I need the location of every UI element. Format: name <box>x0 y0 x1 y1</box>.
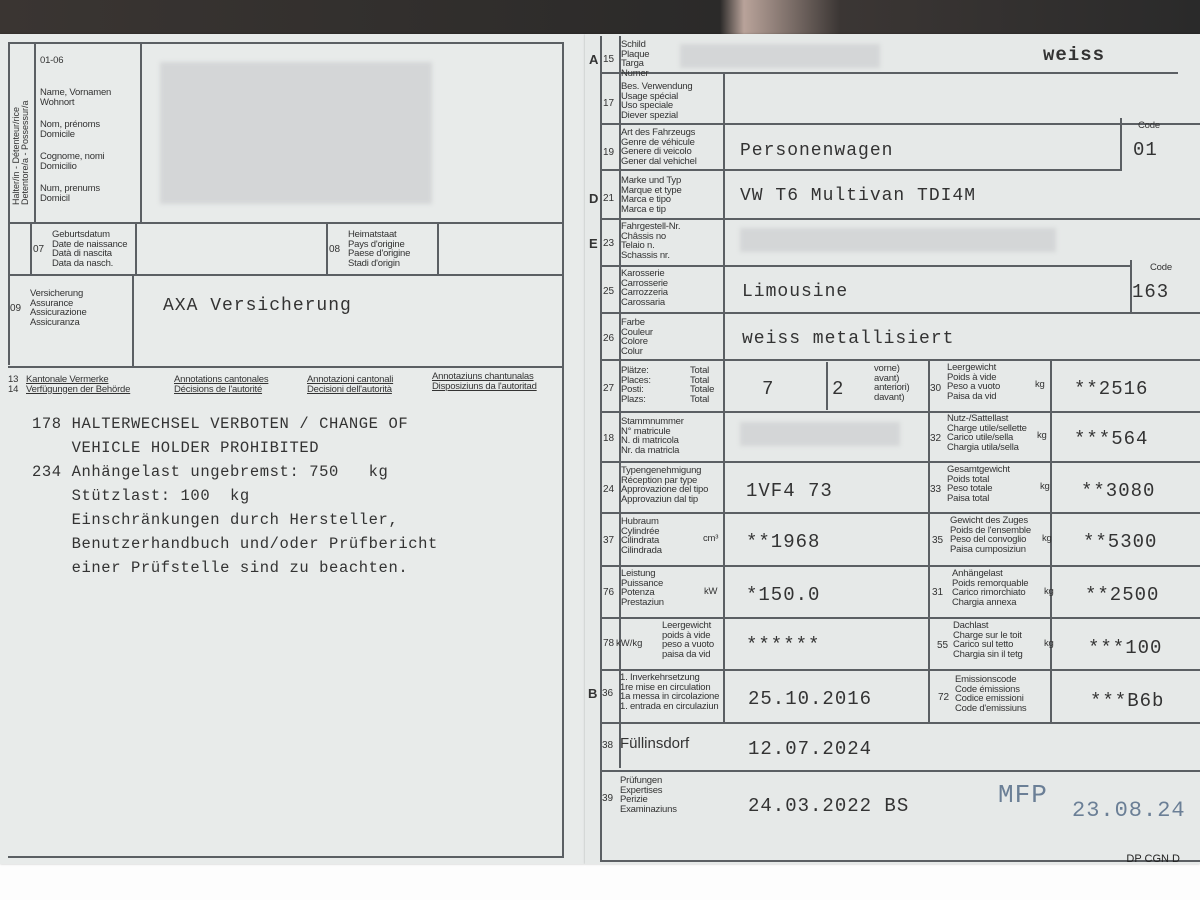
type-num: 19 <box>603 147 615 158</box>
birth-num: 07 <box>33 244 45 255</box>
chassis-num: 23 <box>603 238 615 249</box>
stamm-num: 18 <box>603 433 615 444</box>
total-weight-label: Gesamtgewicht Poids total Peso totale Paisa total <box>947 464 1010 504</box>
frame-line <box>562 42 564 856</box>
first-reg-label: 1. Inverkehrsetzung 1re mise en circulation 1a messa in circolazione 1. entrada en circulaziun <box>620 672 720 712</box>
color-value: weiss metallisiert <box>742 329 955 349</box>
seats-front-label: vorne) avant) anteriori) davant) <box>874 363 910 403</box>
place-label: Füllinsdorf <box>620 735 690 752</box>
emission-num: 72 <box>938 692 950 703</box>
frame-line <box>600 312 1200 314</box>
first-reg-letter: B <box>588 686 598 701</box>
train-weight-value: **5300 <box>1083 531 1158 553</box>
train-weight-num: 35 <box>932 535 944 546</box>
type-code-label: Code <box>1138 120 1160 131</box>
frame-line <box>600 36 602 860</box>
make-label: Marke und Typ Marque et type Marca e tipo Marca e tip <box>621 175 682 215</box>
trailer-unit: kg <box>1044 586 1054 597</box>
roof-value: ***100 <box>1088 637 1163 659</box>
birth-label: Geburtsdatum Date de naissance Datà di nascita Data da nasch. <box>52 229 128 269</box>
first-reg-value: 25.10.2016 <box>748 688 873 710</box>
body-num: 25 <box>603 286 615 297</box>
insurance-value: AXA Versicherung <box>163 296 352 316</box>
frame-line <box>600 123 1200 125</box>
remarks-text: 178 HALTERWECHSEL VERBOTEN / CHANGE OF VEHICLE HOLDER PROHIBITED 234 Anhängelast ungebremst: 750 kg Stützlast: 100 kg Einschränkungen durch Hersteller, Benutzerhandbuch und/oder Prüfbericht einer Prüfstelle sind zu beachten. <box>32 415 438 577</box>
remarks-header-fr: Annotations cantonales Décisions de l'autorité <box>174 374 269 395</box>
insurance-label: Versicherung Assurance Assicurazione Assicuranza <box>30 288 87 328</box>
redacted-stamm <box>740 422 900 446</box>
frame-line <box>600 411 1200 413</box>
body-value: Limousine <box>742 282 849 302</box>
insurance-num: 09 <box>10 303 22 314</box>
roof-label: Dachlast Charge sur le toit Carico sul tetto Chargia sin il tetg <box>953 620 1023 660</box>
frame-line <box>437 222 439 274</box>
total-weight-value: **3080 <box>1081 480 1156 502</box>
holder-vertical-label: Halter/in - Détenteur/rice Detentore/a - Possessur/a <box>11 100 30 205</box>
seats-front-value: 2 <box>832 378 845 400</box>
trailer-value: **2500 <box>1085 584 1160 606</box>
frame-line <box>600 770 1200 772</box>
inspection-stamp: MFP <box>998 780 1048 810</box>
train-weight-label: Gewicht des Zuges Poids de l'ensemble Peso del convoglio Paisa cumposiziun <box>950 515 1031 555</box>
power-value: *150.0 <box>746 584 821 606</box>
displacement-value: **1968 <box>746 531 821 553</box>
kwkg-label: Leergewicht poids à vide peso a vuoto paisa da vid <box>662 620 715 660</box>
frame-line <box>30 222 32 274</box>
first-reg-num: 36 <box>602 688 614 699</box>
frame-line <box>8 42 10 365</box>
kwkg-num: 78 <box>603 638 615 649</box>
roof-unit: kg <box>1044 638 1054 649</box>
use-label: Bes. Verwendung Usage spécial Uso speciale Diever spezial <box>621 81 693 121</box>
empty-weight-unit: kg <box>1035 379 1045 390</box>
chassis-letter: E <box>589 236 598 251</box>
body-code-label: Code <box>1150 262 1172 273</box>
frame-line <box>8 856 564 858</box>
seats-total-label: Total Total Totale Total <box>690 365 715 405</box>
remarks-header-rm: Annotaziuns chantunalas Disposiziuns da l'autoritad <box>432 371 537 392</box>
inspection-num: 39 <box>602 793 614 804</box>
inspection-stamp-date: 23.08.24 <box>1072 798 1186 823</box>
displacement-label: Hubraum Cylindrée Cilindrata Cilindrada <box>621 516 662 556</box>
inspection-value: 24.03.2022 BS <box>748 795 910 817</box>
frame-line <box>600 461 1200 463</box>
frame-line <box>1120 118 1122 169</box>
frame-line <box>600 72 1178 74</box>
empty-weight-num: 30 <box>930 383 942 394</box>
displacement-num: 37 <box>603 535 615 546</box>
chassis-label: Fahrgestell-Nr. Châssis no Telaio n. Schassis nr. <box>621 221 681 261</box>
background-strip <box>0 0 1200 34</box>
frame-line <box>132 274 134 366</box>
heimat-num: 08 <box>329 244 341 255</box>
power-label: Leistung Puissance Potenza Prestaziun <box>621 568 664 608</box>
redacted-holder-name <box>160 62 432 204</box>
frame-line <box>326 222 328 274</box>
empty-weight-label: Leergewicht Poids à vide Peso a vuoto Paisa da vid <box>947 362 1001 402</box>
frame-line <box>8 366 564 368</box>
plate-letter: A <box>589 52 599 67</box>
total-weight-num: 33 <box>930 484 942 495</box>
remarks-header-it: Annotazioni cantonali Decisioni dell'autorità <box>307 374 394 395</box>
frame-line <box>600 860 1200 862</box>
holder-name-label: Name, Vornamen Wohnort <box>40 87 112 108</box>
frame-line <box>135 222 137 274</box>
use-num: 17 <box>603 98 615 109</box>
make-num: 21 <box>603 193 615 204</box>
holder-nom-label: Nom, prénoms Domicile <box>40 119 100 140</box>
type-label: Art des Fahrzeugs Genre de véhicule Genere di veicolo Gener dal vehichel <box>621 127 697 167</box>
typegen-label: Typengenehmigung Réception par type Approvazione del tipo Approvaziun dal tip <box>621 465 709 505</box>
color-num: 26 <box>603 333 615 344</box>
payload-num: 32 <box>930 433 942 444</box>
emission-value: ***B6b <box>1090 690 1165 712</box>
plate-num: 15 <box>603 54 615 65</box>
total-weight-unit: kg <box>1040 481 1050 492</box>
train-weight-unit: kg <box>1042 533 1052 544</box>
frame-line <box>928 359 930 722</box>
heimat-label: Heimatstaat Pays d'origine Paese d'origine Stadi d'origin <box>348 229 411 269</box>
payload-unit: kg <box>1037 430 1047 441</box>
power-num: 76 <box>603 587 615 598</box>
place-value: 12.07.2024 <box>748 738 873 760</box>
color-label: Farbe Couleur Colore Colur <box>621 317 653 357</box>
seats-value: 7 <box>762 378 775 400</box>
payload-value: ***564 <box>1074 428 1149 450</box>
redacted-plate <box>680 44 880 68</box>
frame-line <box>8 222 564 224</box>
redacted-chassis <box>740 228 1056 252</box>
seats-label: Plätze: Places: Posti: Plazs: <box>621 365 651 405</box>
frame-line <box>600 359 1200 361</box>
type-code: 01 <box>1133 139 1158 161</box>
displacement-unit: cm³ <box>703 533 719 544</box>
place-num: 38 <box>602 740 614 751</box>
frame-line <box>600 669 1200 671</box>
footer-code: DP CGN D <box>1126 853 1180 865</box>
typegen-num: 24 <box>603 484 615 495</box>
payload-label: Nutz-/Sattellast Charge utile/sellette Carico utile/sella Chargia utila/sella <box>947 413 1027 453</box>
holder-num-label: Num, prenums Domicil <box>40 183 100 204</box>
frame-line <box>600 565 1200 567</box>
stamm-label: Stammnummer N° matricule N. di matricola Nr. da matricla <box>621 416 684 456</box>
power-unit: kW <box>704 586 718 597</box>
remarks-header-de: Kantonale Vermerke Verfügungen der Behörde <box>26 374 131 395</box>
body-label: Karosserie Carrosserie Carrozzeria Carossaria <box>621 268 668 308</box>
make-value: VW T6 Multivan TDI4M <box>740 186 977 206</box>
plate-value: weiss <box>1043 44 1106 66</box>
trailer-label: Anhängelast Poids remorquable Carico rimorchiato Chargia annexa <box>952 568 1029 608</box>
frame-line <box>600 617 1200 619</box>
frame-line <box>826 362 828 410</box>
plate-label: Schild Plaque Targa Numer <box>621 39 650 79</box>
frame-line <box>8 42 564 44</box>
remarks-num: 13 14 <box>8 374 19 395</box>
emission-label: Emissionscode Code émissions Codice emissioni Code d'emissiuns <box>955 674 1027 714</box>
seats-num: 27 <box>603 383 615 394</box>
roof-num: 55 <box>937 640 949 651</box>
trailer-num: 31 <box>932 587 944 598</box>
frame-line <box>600 265 1130 267</box>
frame-line <box>600 169 1122 171</box>
empty-weight-value: **2516 <box>1074 378 1149 400</box>
kwkg-unit: kW/kg <box>616 638 643 649</box>
holder-code: 01-06 <box>40 55 64 66</box>
frame-line <box>600 722 1200 724</box>
make-letter: D <box>589 191 599 206</box>
kwkg-value: ****** <box>746 634 821 656</box>
frame-line <box>600 512 1200 514</box>
type-value: Personenwagen <box>740 141 894 161</box>
body-code: 163 <box>1132 281 1170 303</box>
typegen-value: 1VF4 73 <box>746 480 833 502</box>
holder-cognome-label: Cognome, nomi Domicilio <box>40 151 105 172</box>
inspection-label: Prüfungen Expertises Perizie Examinaziuns <box>620 775 677 815</box>
frame-line <box>8 274 564 276</box>
frame-line <box>140 42 142 222</box>
frame-line <box>600 218 1200 220</box>
frame-line <box>34 42 36 222</box>
